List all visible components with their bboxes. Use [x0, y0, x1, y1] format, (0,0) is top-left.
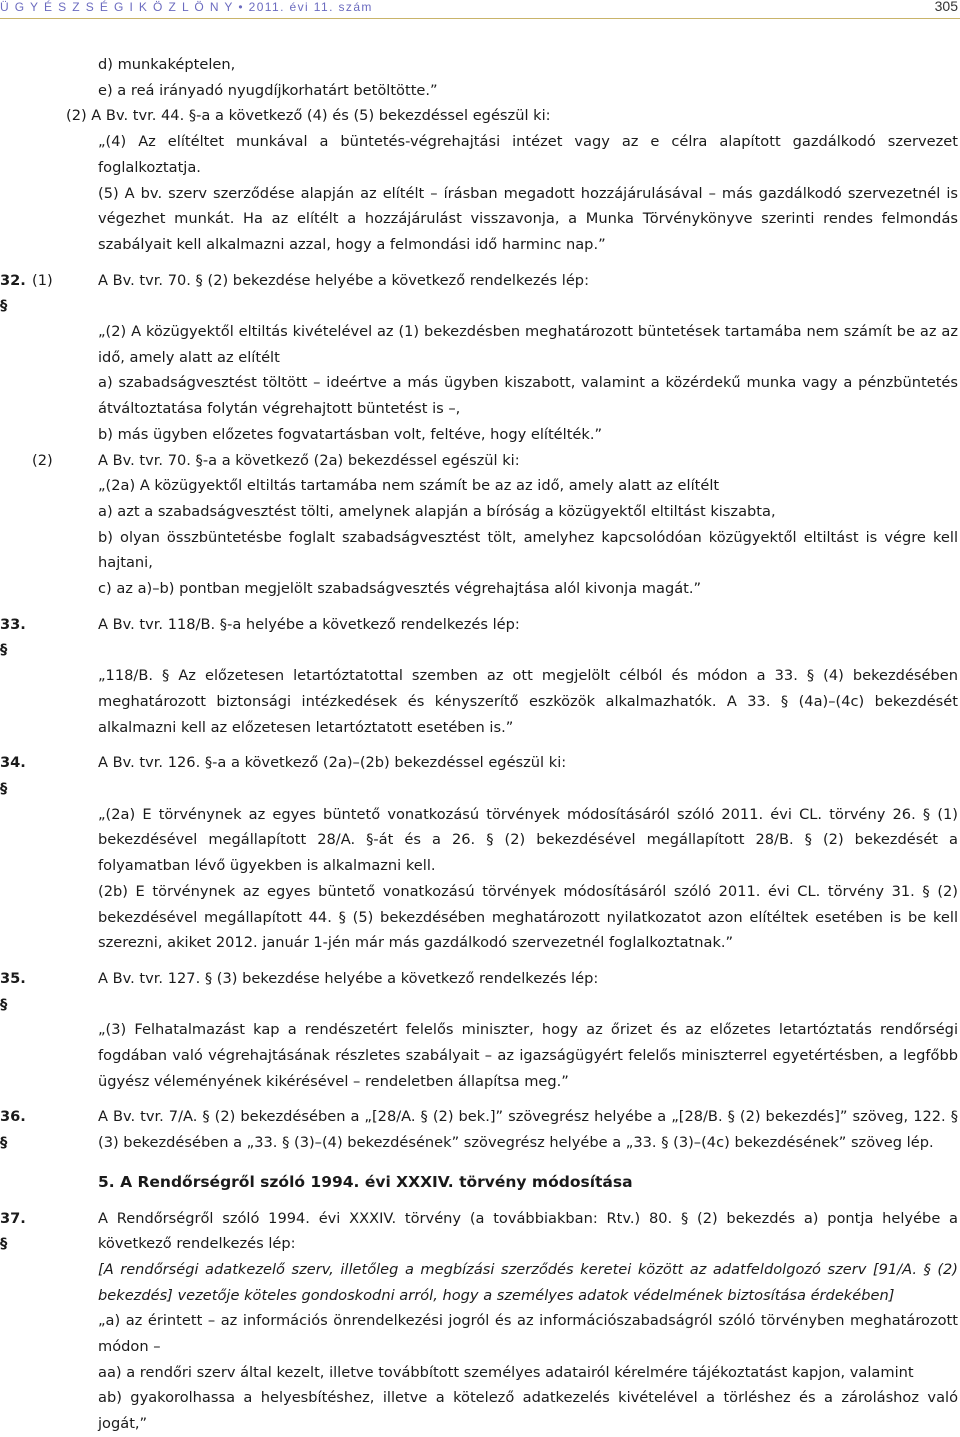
quoted-paragraph: (2b) E törvénynek az egyes büntető vonatkozású törvények módosításáról szóló 2011. évi CL. törvény 31. § (2) bekezdésével megállapított 44. § (5) bekezdésében meghatározott nyilatkozatot azon elítéltek esetében is be kell szerezni, akiket 2012. január 1-jén már más gazdálkodó szervezetnél foglalkoztatnak.”	[98, 882, 958, 952]
section-number: 33. §	[0, 615, 26, 659]
page-header	[0, 0, 960, 19]
list-item: b) olyan összbüntetésbe foglalt szabadságvesztést tölt, amelyhez kapcsolódóan közügyektől eltiltást is végre kell hajtani,	[98, 528, 958, 572]
section-35	[0, 966, 958, 1017]
section-number: 36. §	[0, 1108, 26, 1152]
quoted-paragraph: „(3) Felhatalmazást kap a rendészetért felelős miniszter, hogy az őrizet és az előzetes letartóztatás rendőrségi fogdában való végrehajtásának részletes szabályait – az igazságügyért felelős miniszterrel egyetértésben, a legfőbb ügyész véleményének kikérésével – rendeletben állapítsa meg.”	[98, 1021, 958, 1090]
section-text: A Bv. tvr. 7/A. § (2) bekezdésében a „[28/A. § (2) bek.]” szövegrész helyébe a „[28/B. § (2) bekezdés]” szöveg, 122. § (3) bekezdésében a „33. § (3)–(4) bekezdésének” szövegrész helyébe a „33. § (3)–(4c) bekezdésének” szöveg lép.	[98, 1108, 958, 1152]
quoted-paragraph: „(2a) E törvénynek az egyes büntető vonatkozású törvények módosításáról szóló 2011. évi CL. törvény 26. § (1) bekezdésével megállapított 28/A. §-át és a 26. § (2) bekezdésével megállapított 28/B. § (2) bekezdését a folyamatban lévő ügyekben is alkalmazni kell.	[98, 805, 958, 875]
list-item: aa) a rendőri szerv által kezelt, illetve továbbított személyes adatairól kérelmére tájékoztatást kapjon, valamint	[98, 1363, 914, 1381]
italic-context: [A rendőrségi adatkezelő szerv, illetőleg a megbízási szerződés keretei között az adatfeldolgozó szerv [91/A. § (2) bekezdés] vezetője köteles gondoskodni arról, hogy a személyes adatok védelmének biztosítása érdekében]	[98, 1260, 958, 1304]
section-number: 32. §	[0, 271, 26, 315]
section-32-par-2	[0, 448, 958, 474]
section-text: A Rendőrségről szóló 1994. évi XXXIV. törvény (a továbbiakban: Rtv.) 80. § (2) bekezdés a) pontja helyébe a következő rendelkezés lép:	[98, 1209, 958, 1253]
paragraph-number: (2)	[32, 451, 53, 469]
paragraph-number: (1)	[32, 271, 53, 289]
list-item: a) azt a szabadságvesztést tölti, amelynek alapján a bíróság a közügyektől eltiltást kiszabta,	[98, 502, 776, 520]
section-number: 35. §	[0, 969, 26, 1013]
list-item: b) más ügyben előzetes fogvatartásban volt, feltéve, hogy elítélték.”	[98, 425, 603, 443]
section-32	[0, 268, 958, 319]
section-text: A Bv. tvr. 127. § (3) bekezdése helyébe a következő rendelkezés lép:	[98, 969, 599, 987]
list-item: c) az a)–b) pontban megjelölt szabadságvesztés végrehajtása alól kivonja magát.”	[98, 580, 702, 598]
quoted-paragraph: (5) A bv. szerv szerződése alapján az elítélt – írásban megadott hozzájárulásával – más gazdálkodó szervezetnél is végezhet munkát. Ha az elítélt a hozzájárulást visszavonja, a Munka Törvénykönyve szerinti rendes felmondás szabályait kell alkalmazni azzal, hogy a felmondási idő harminc nap.”	[98, 184, 958, 253]
quoted-paragraph: „118/B. § Az előzetesen letartóztatottal szemben az ott megjelölt célból és módon a 33. § (4) bekezdésében meghatározott biztonsági intézkedések és kényszerítő eszközök alkalmazhatók. A 33. § (4a)–(4c) bekezdését alkalmazni kell az előzetesen letartóztatott esetében is.”	[98, 667, 958, 736]
quoted-paragraph: „(4) Az elítéltet munkával a büntetés-végrehajtási intézet vagy az e célra alapított gazdálkodó szervezet foglalkoztatja.	[98, 133, 958, 176]
paragraph: (2) A Bv. tvr. 44. §-a a következő (4) és (5) bekezdéssel egészül ki:	[66, 107, 551, 125]
journal-title: Ü G Y É S Z S É G I K Ö Z L Ö N Y • 2011. évi 11. szám	[0, 0, 373, 14]
section-33	[0, 612, 958, 663]
quoted-paragraph: „(2) A közügyektől eltiltás kivételével az (1) bekezdésben meghatározott büntetések tartamába nem számít be az az idő, amely alatt az elítélt	[98, 323, 958, 366]
list-item: ab) gyakorolhassa a helyesbítéshez, illetve a kötelező adatkezelés kivételével a törléshez és a zároláshoz való jogát,”	[98, 1389, 958, 1433]
quoted-paragraph: „a) az érintett – az információs önrendelkezési jogról és az információszabadságról szóló törvényben meghatározott módon –	[98, 1312, 958, 1356]
section-number: 37. §	[0, 1209, 26, 1253]
document-body	[0, 52, 958, 1437]
section-text: A Bv. tvr. 118/B. §-a helyébe a következő rendelkezés lép:	[98, 615, 520, 633]
list-item: a) szabadságvesztést töltött – ideértve a más ügyben kiszabott, valamint a közérdekű munka vagy a pénzbüntetés átváltoztatása folytán végrehajtott büntetést is –,	[98, 374, 958, 418]
section-37	[0, 1206, 958, 1257]
section-text: A Bv. tvr. 70. §-a a következő (2a) bekezdéssel egészül ki:	[98, 451, 520, 469]
quoted-paragraph: „(2a) A közügyektől eltiltás tartamába nem számít be az az idő, amely alatt az elítélt	[98, 477, 720, 495]
section-number: 34. §	[0, 754, 26, 797]
section-text: A Bv. tvr. 126. §-a a következő (2a)–(2b) bekezdéssel egészül ki:	[98, 754, 567, 772]
chapter-heading: 5. A Rendőrségről szóló 1994. évi XXXIV. törvény módosítása	[98, 1172, 633, 1191]
page-number: 305	[934, 0, 958, 14]
section-text: A Bv. tvr. 70. § (2) bekezdése helyébe a következő rendelkezés lép:	[98, 271, 589, 289]
list-item: d) munkaképtelen,	[98, 56, 236, 73]
list-item: e) a reá irányadó nyugdíjkorhatárt betöltötte.”	[98, 81, 438, 99]
section-34	[0, 750, 958, 801]
section-36	[0, 1104, 958, 1155]
